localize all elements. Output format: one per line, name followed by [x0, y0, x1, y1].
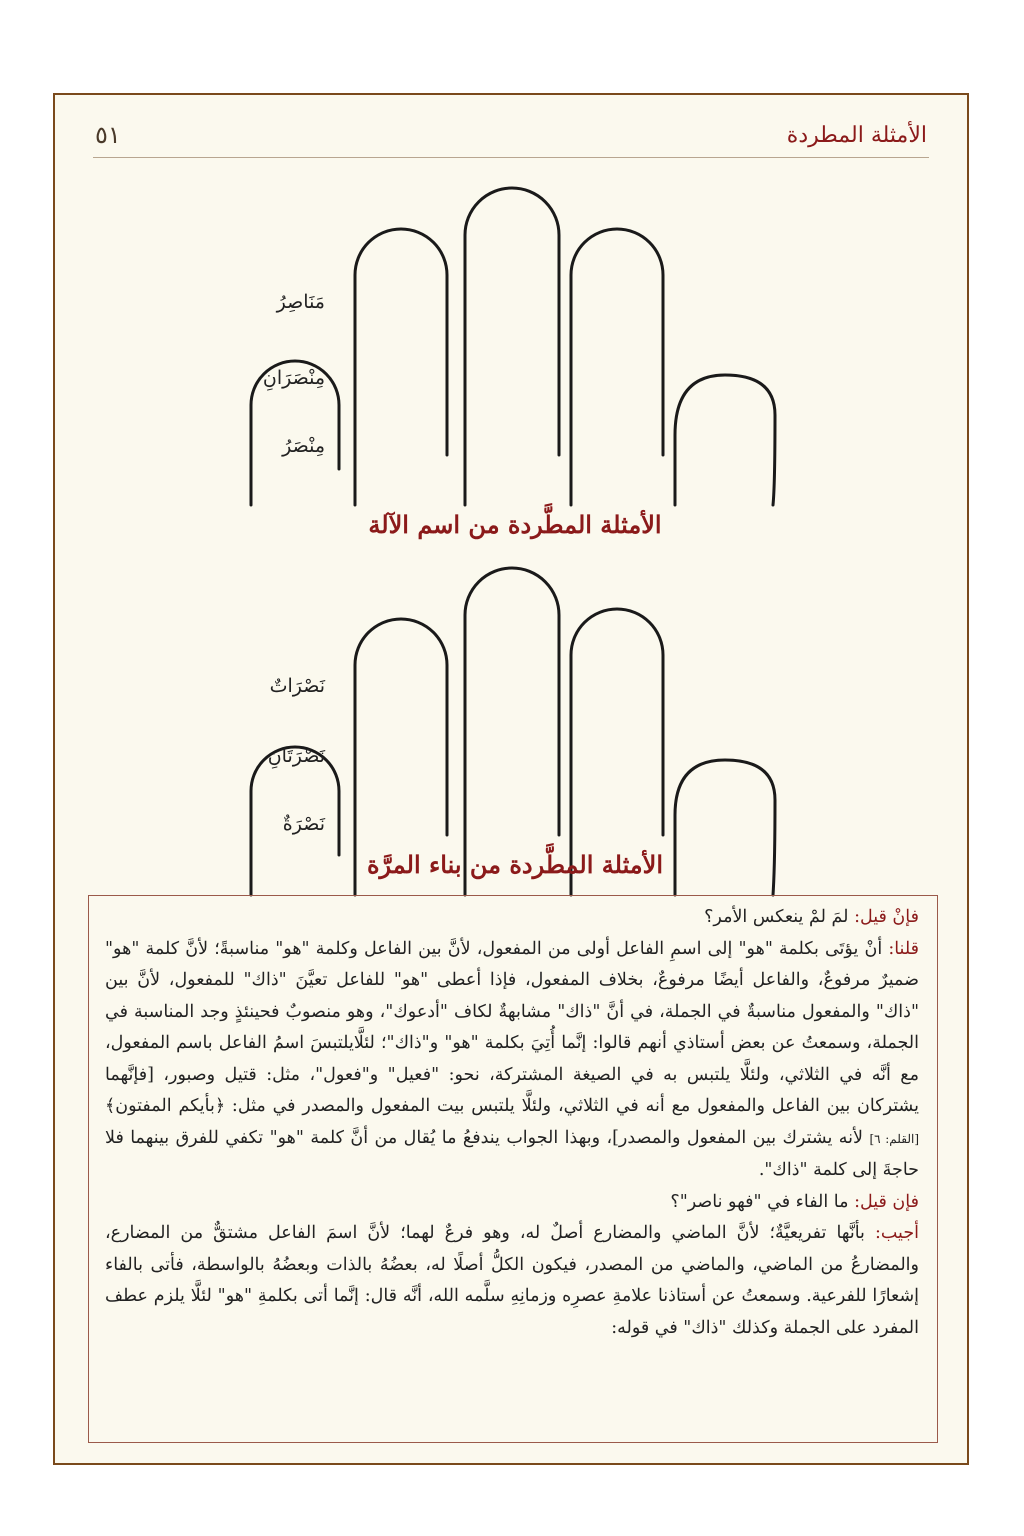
word-plural: مَنَاصِرُ — [276, 291, 325, 313]
paragraph-answer-2 — [105, 1218, 919, 1344]
answer-text: أنْ يؤتَى بكلمة "هو" إلى اسمِ الفاعل أولى من المفعول، لأنَّ بين الفاعل وكلمة "هو" مناسبةً؛ لأنَّ كلمة "هو" ضميرٌ مرفوعٌ، والفاعل أيضًا مرفوعٌ، بخلاف المفعول، فإذا أعطى "هو" للفاعل تعيَّنَ "ذاك" للمفعول، لأنَّ بين "ذاك" والمفعول مناسبةٌ في الجملة، في أنَّ "ذاك" مشابهةٌ لكاف "أدعوك"، وهو منصوبٌ فحينئذٍ وجد المناسبة في الجملة، وسمعتُ عن بعض أستاذي أنهم قالوا: إنَّما أُتِيَ بكلمة "هو" و"ذاك"؛ لئلَّايلتبسَ اسمُ الفاعل باسم المفعول، مع أنَّه في الثلاثي، ولئلَّا يلتبس به في الصيغة المشتركة، نحو: "فعيل" و"فعول"، مثل: قتيل وصبور، [فإنَّهما يشتركان بين الفاعل والمفعول مع أنه في الثلاثي، ولئلَّا يلتبس بيت المفعول والمصدر في مثل: ﴿بأيكم المفتون﴾ — [105, 938, 919, 1116]
answer-text-tail: لأنه يشترك بين المفعول والمصدر]، وبهذا الجواب يندفعُ ما يُقال من أنَّ كلمة "هو" تكفي للفرق بينهما فلا حاجةَ إلى كلمة "ذاك". — [105, 1127, 919, 1180]
question-label: فإن قيل: — [854, 1191, 919, 1212]
question-label: فإنْ قيل: — [854, 907, 919, 927]
finger-ring — [355, 229, 447, 505]
hand-diagram-once — [245, 565, 805, 895]
running-title: الأمثلة المطردة — [786, 123, 927, 148]
thumb — [675, 375, 775, 505]
paragraph-answer-1 — [105, 934, 919, 1187]
book-page — [53, 93, 969, 1465]
header-rule — [93, 157, 929, 158]
answer-text: بأنَّها تفريعيَّةٌ؛ لأنَّ الماضي والمضارع أصلٌ له، وهو فرعٌ لهما؛ لأنَّ اسمَ الفاعل مشتقٌّ من المضارع، والمضارعُ من الماضي، والماضي من المصدر، فيكون الكلُّ أصلًا له، بعضُهُ بالذات وبعضُهُ بالواسطة، فأتى بالفاء إشعارًا للفرعية. وسمعتُ عن أستاذنا علامةِ عصرِه وزمانِهِ سلَّمه الله، أنَّه قال: إنَّما أتى بكلمةِ "هو" لئلَّا يلزم عطف المفرد على الجملة وكذلك "ذاك" في قوله: — [105, 1223, 919, 1338]
hand-title-instrument: الأمثلة المطَّردة من اسم الآلة — [368, 510, 662, 539]
answer-label: قلنا: — [888, 938, 919, 959]
finger-index — [571, 229, 663, 505]
commentary-box — [88, 895, 938, 1443]
word-dual: نَصْرَتَانِ — [267, 745, 325, 767]
answer-label: أجيب: — [874, 1223, 919, 1243]
word-singular: مِنْصَرُ — [282, 435, 325, 457]
hand-title-once: الأمثلة المطَّردة من بناء المرَّة — [366, 850, 664, 879]
paragraph-question-1 — [105, 902, 919, 934]
word-plural: نَصْرَاتٌ — [269, 675, 325, 697]
word-singular: نَصْرَةٌ — [282, 813, 325, 835]
paragraph-question-2 — [105, 1187, 919, 1219]
finger-middle — [465, 568, 559, 895]
hand-diagram-instrument — [245, 185, 805, 505]
finger-middle — [465, 188, 559, 505]
quran-reference: [القلم: ٦] — [869, 1131, 919, 1146]
question-text: ما الفاء في "فهو ناصر"؟ — [670, 1191, 855, 1212]
question-text: لمَ لمْ ينعكس الأمر؟ — [704, 907, 855, 927]
page-number: ٥١ — [95, 121, 121, 149]
word-dual: مِنْصَرَانِ — [262, 367, 325, 389]
